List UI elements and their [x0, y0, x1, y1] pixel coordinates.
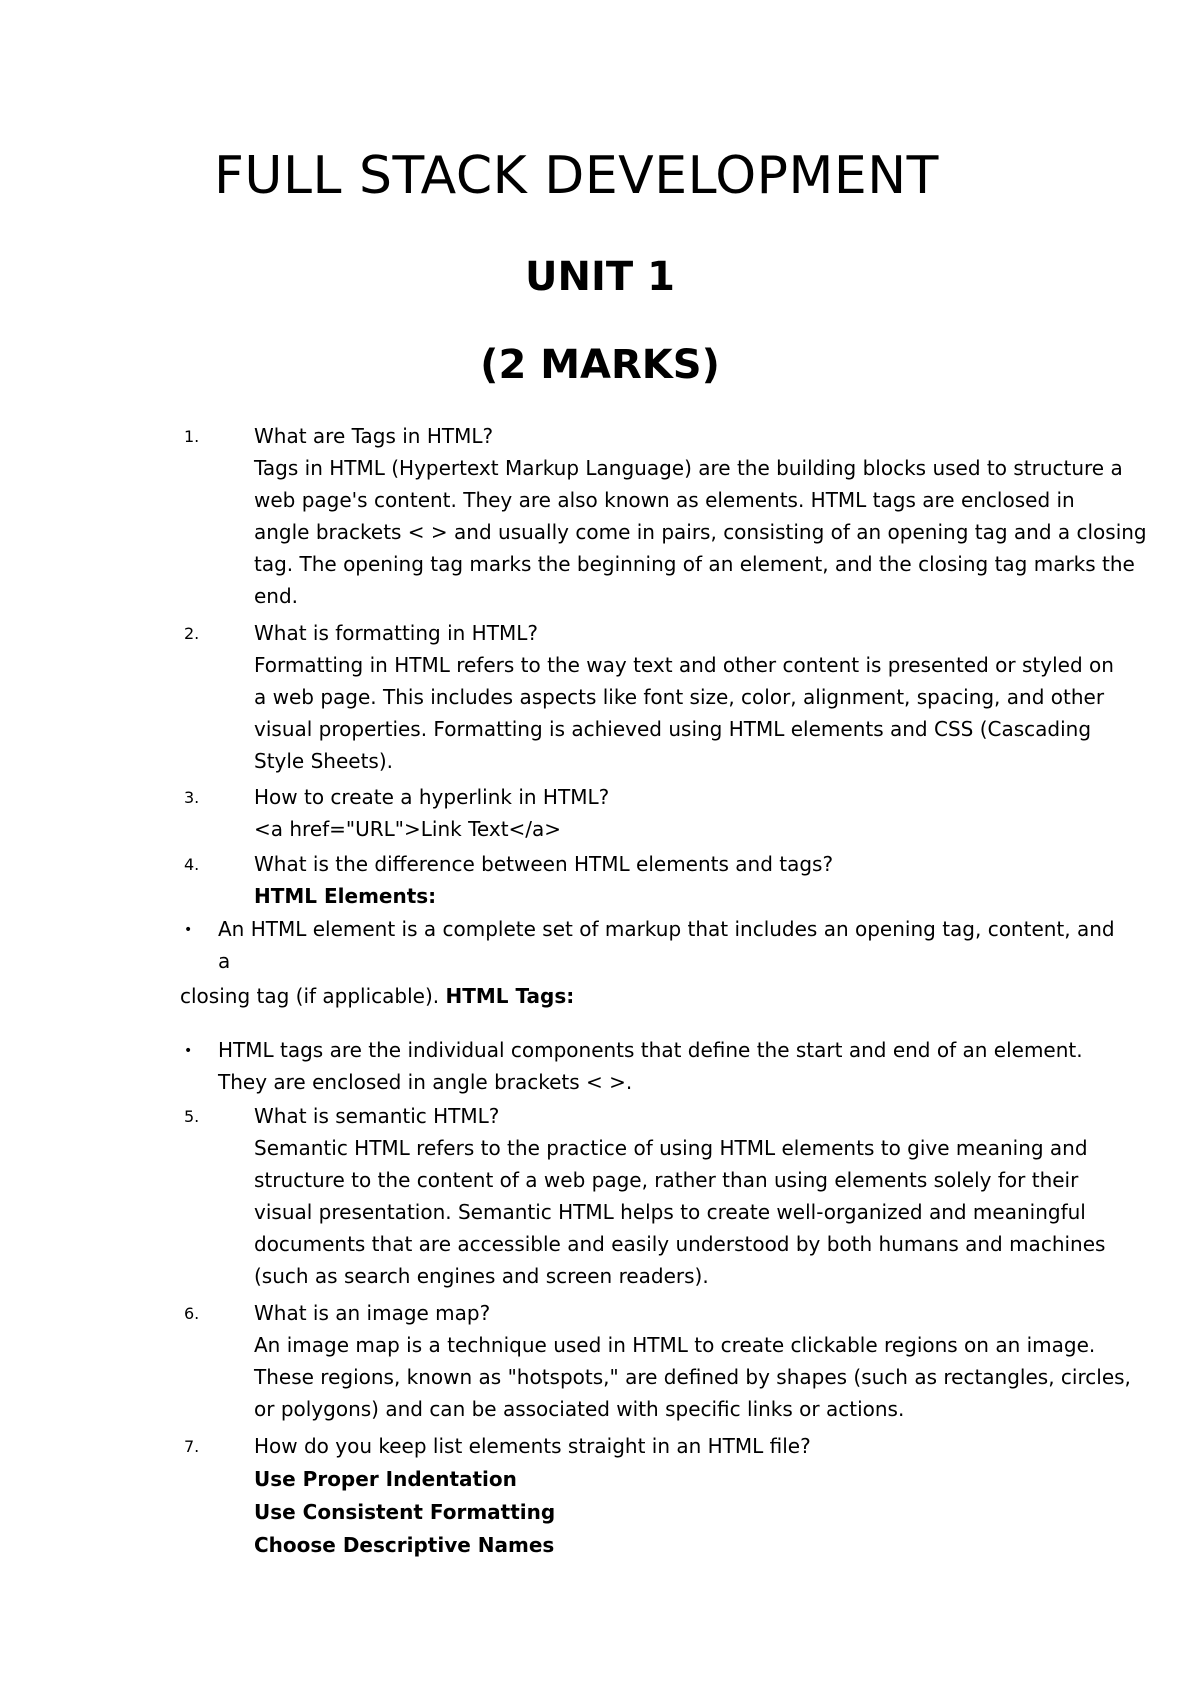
continuation-text: closing tag (if applicable). [180, 984, 440, 1008]
question-number: 7. [184, 1437, 200, 1456]
question-number: 5. [184, 1107, 200, 1126]
continuation-line [180, 980, 574, 1012]
answer-line: end. [254, 584, 299, 608]
marks-heading: (2 MARKS) [480, 342, 720, 388]
bullet-line: An HTML element is a complete set of markup that includes an opening tag, content, and [218, 917, 1115, 941]
answer-line-bold: Use Proper Indentation [254, 1467, 517, 1491]
bullet-line: HTML tags are the individual components that define the start and end of an element. [218, 1038, 1083, 1062]
answer-line-bold: Use Consistent Formatting [254, 1500, 556, 1524]
answer-line: visual presentation. Semantic HTML helps to create well-organized and meaningful [254, 1200, 1086, 1224]
answer-line: angle brackets < > and usually come in pairs, consisting of an opening tag and a closing [254, 520, 1147, 544]
answer-line: structure to the content of a web page, rather than using elements solely for their [254, 1168, 1079, 1192]
question-number: 3. [184, 788, 200, 807]
question-text: What are Tags in HTML? [254, 424, 494, 448]
answer-line: tag. The opening tag marks the beginning of an element, and the closing tag marks the [254, 552, 1135, 576]
question-text: How do you keep list elements straight in an HTML file? [254, 1434, 811, 1458]
question-text: What is an image map? [254, 1301, 491, 1325]
question-number: 6. [184, 1304, 200, 1323]
answer-line: Style Sheets). [254, 749, 393, 773]
question-text: What is the difference between HTML elements and tags? [254, 852, 834, 876]
bullet-marker: • [184, 1043, 193, 1059]
sub-heading-elements: HTML Elements: [254, 884, 437, 908]
answer-line: Formatting in HTML refers to the way text and other content is presented or styled on [254, 653, 1114, 677]
answer-line: Semantic HTML refers to the practice of using HTML elements to give meaning and [254, 1136, 1088, 1160]
answer-line: web page's content. They are also known as elements. HTML tags are enclosed in [254, 488, 1075, 512]
bullet-marker: • [184, 922, 193, 938]
answer-line-bold: Choose Descriptive Names [254, 1533, 555, 1557]
code-example: <a href="URL">Link Text</a> [254, 817, 562, 841]
unit-heading: UNIT 1 [525, 254, 675, 300]
answer-line: visual properties. Formatting is achieved using HTML elements and CSS (Cascading [254, 717, 1092, 741]
answer-line: a web page. This includes aspects like font size, color, alignment, spacing, and other [254, 685, 1105, 709]
sub-heading-tags: HTML Tags: [445, 984, 575, 1008]
answer-line: or polygons) and can be associated with specific links or actions. [254, 1397, 905, 1421]
question-number: 4. [184, 855, 200, 874]
answer-line: (such as search engines and screen readers). [254, 1264, 709, 1288]
answer-line: documents that are accessible and easily understood by both humans and machines [254, 1232, 1106, 1256]
question-text: What is semantic HTML? [254, 1104, 500, 1128]
document-title: FULL STACK DEVELOPMENT [214, 146, 939, 206]
question-number: 2. [184, 624, 200, 643]
answer-line: Tags in HTML (Hypertext Markup Language) are the building blocks used to structure a [254, 456, 1123, 480]
question-text: What is formatting in HTML? [254, 621, 538, 645]
question-number: 1. [184, 427, 200, 446]
answer-line: An image map is a technique used in HTML to create clickable regions on an image. [254, 1333, 1096, 1357]
bullet-line: a [218, 949, 231, 973]
answer-line: These regions, known as "hotspots," are defined by shapes (such as rectangles, circles, [254, 1365, 1131, 1389]
bullet-line: They are enclosed in angle brackets < >. [218, 1070, 633, 1094]
question-text: How to create a hyperlink in HTML? [254, 785, 610, 809]
